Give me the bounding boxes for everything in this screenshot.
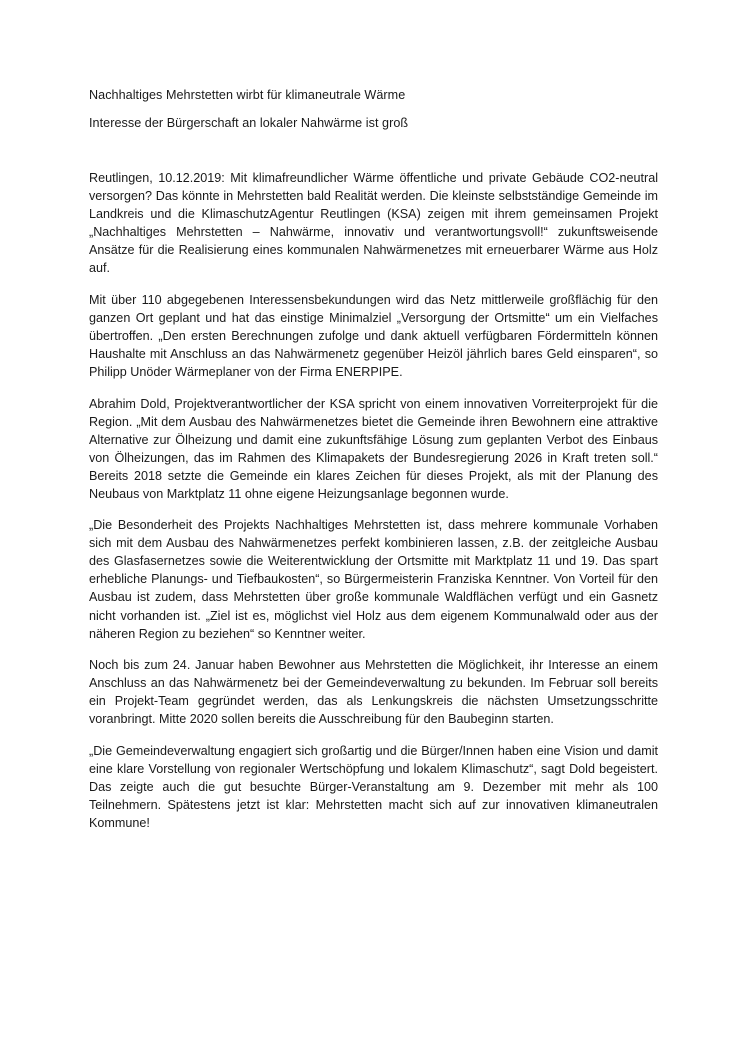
paragraph-closing-quote: „Die Gemeindeverwaltung engagiert sich großartig und die Bürger/Innen haben eine Vision und damit eine klare Vorstellung von regionaler Wertschöpfung und lokalem Klimaschutz“, sagt Dold begeistert. Das zeigte auch die gut besuchte Bürger-Veranstaltung am 9. Dezember mit mehr als 100 Teilnehmern. Spätestens jetzt ist klar: Mehrstetten macht sich auf zur innovativen klimaneutralen Kommune! [89, 743, 658, 830]
document-page [89, 86, 658, 846]
document-title: Nachhaltiges Mehrstetten wirbt für klimaneutrale Wärme [89, 88, 406, 102]
paragraph-interest: Mit über 110 abgegebenen Interessensbekundungen wird das Netz mittlerweile großflächig für den ganzen Ort geplant und hat das einstige Minimalziel „Versorgung der Ortsmitte“ um ein Vielfaches übertroffen. „Den ersten Berechnungen zufolge und dank aktuell verfügbaren Fördermitteln können Haushalte mit Anschluss an das Nahwärmenetz gegenüber Heizöl jährlich bares Geld einsparen“, so Philipp Unöder Wärmeplaner von der Firma ENERPIPE. [89, 292, 658, 379]
paragraph-intro: Reutlingen, 10.12.2019: Mit klimafreundlicher Wärme öffentliche und private Gebäude CO2-neutral versorgen? Das könnte in Mehrstetten bald Realität werden. Die kleinste selbstständige Gemeinde im Landkreis und die KlimaschutzAgentur Reutlingen (KSA) zeigen mit ihrem gemeinsamen Projekt „Nachhaltiges Mehrstetten – Nahwärme, innovativ und verantwortungsvoll!“ zukunftsweisende Ansätze für die Realisierung eines kommunalen Nahwärmenetzes mit erneuerbarer Wärme aus Holz auf. [89, 171, 658, 276]
document-body [89, 169, 658, 832]
document-subtitle: Interesse der Bürgerschaft an lokaler Nahwärme ist groß [89, 116, 409, 130]
paragraph-pilot-project: Abrahim Dold, Projektverantwortlicher der KSA spricht von einem innovativen Vorreiterprojekt für die Region. „Mit dem Ausbau des Nahwärmenetzes bietet die Gemeinde ihren Bewohnern eine attraktive Alternative zur Ölheizung und damit eine zukunftsfähige Lösung zum geplanten Verbot des Einbaus von Ölheizungen, das im Rahmen des Klimapakets der Bundesregierung 2026 in Kraft treten soll.“ Bereits 2018 setzte die Gemeinde ein klares Zeichen für dieses Projekt, als mit der Planung des Neubaus von Marktplatz 11 ohne eigene Heizungsanlage begonnen wurde. [89, 396, 658, 501]
paragraph-special-features: „Die Besonderheit des Projekts Nachhaltiges Mehrstetten ist, dass mehrere kommunale Vorhaben sich mit dem Ausbau des Nahwärmenetzes perfekt kombinieren lassen, z.B. der zeitgleiche Ausbau des Glasfasernetzes sowie die Weiterentwicklung der Ortsmitte mit Marktplatz 11 und 19. Das spart erhebliche Planungs- und Tiefbaukosten“, so Bürgermeisterin Franziska Kenntner. Von Vorteil für den Ausbau ist zudem, dass Mehrstetten über große kommunale Waldflächen verfügt und ein Gasnetz nicht vorhanden ist. „Ziel ist es, möglichst viel Holz aus dem eigenem Kommunalwald oder aus der näheren Region zu beziehen“ so Kenntner weiter. [89, 518, 658, 641]
paragraph-timeline: Noch bis zum 24. Januar haben Bewohner aus Mehrstetten die Möglichkeit, ihr Interesse an einem Anschluss an das Nahwärmenetz bei der Gemeindeverwaltung zu bekunden. Im Februar soll bereits ein Projekt-Team gegründet werden, das als Lenkungskreis die nächsten Umsetzungsschritte voranbringt. Mitte 2020 sollen bereits die Ausschreibung für den Baubeginn starten. [89, 658, 658, 727]
